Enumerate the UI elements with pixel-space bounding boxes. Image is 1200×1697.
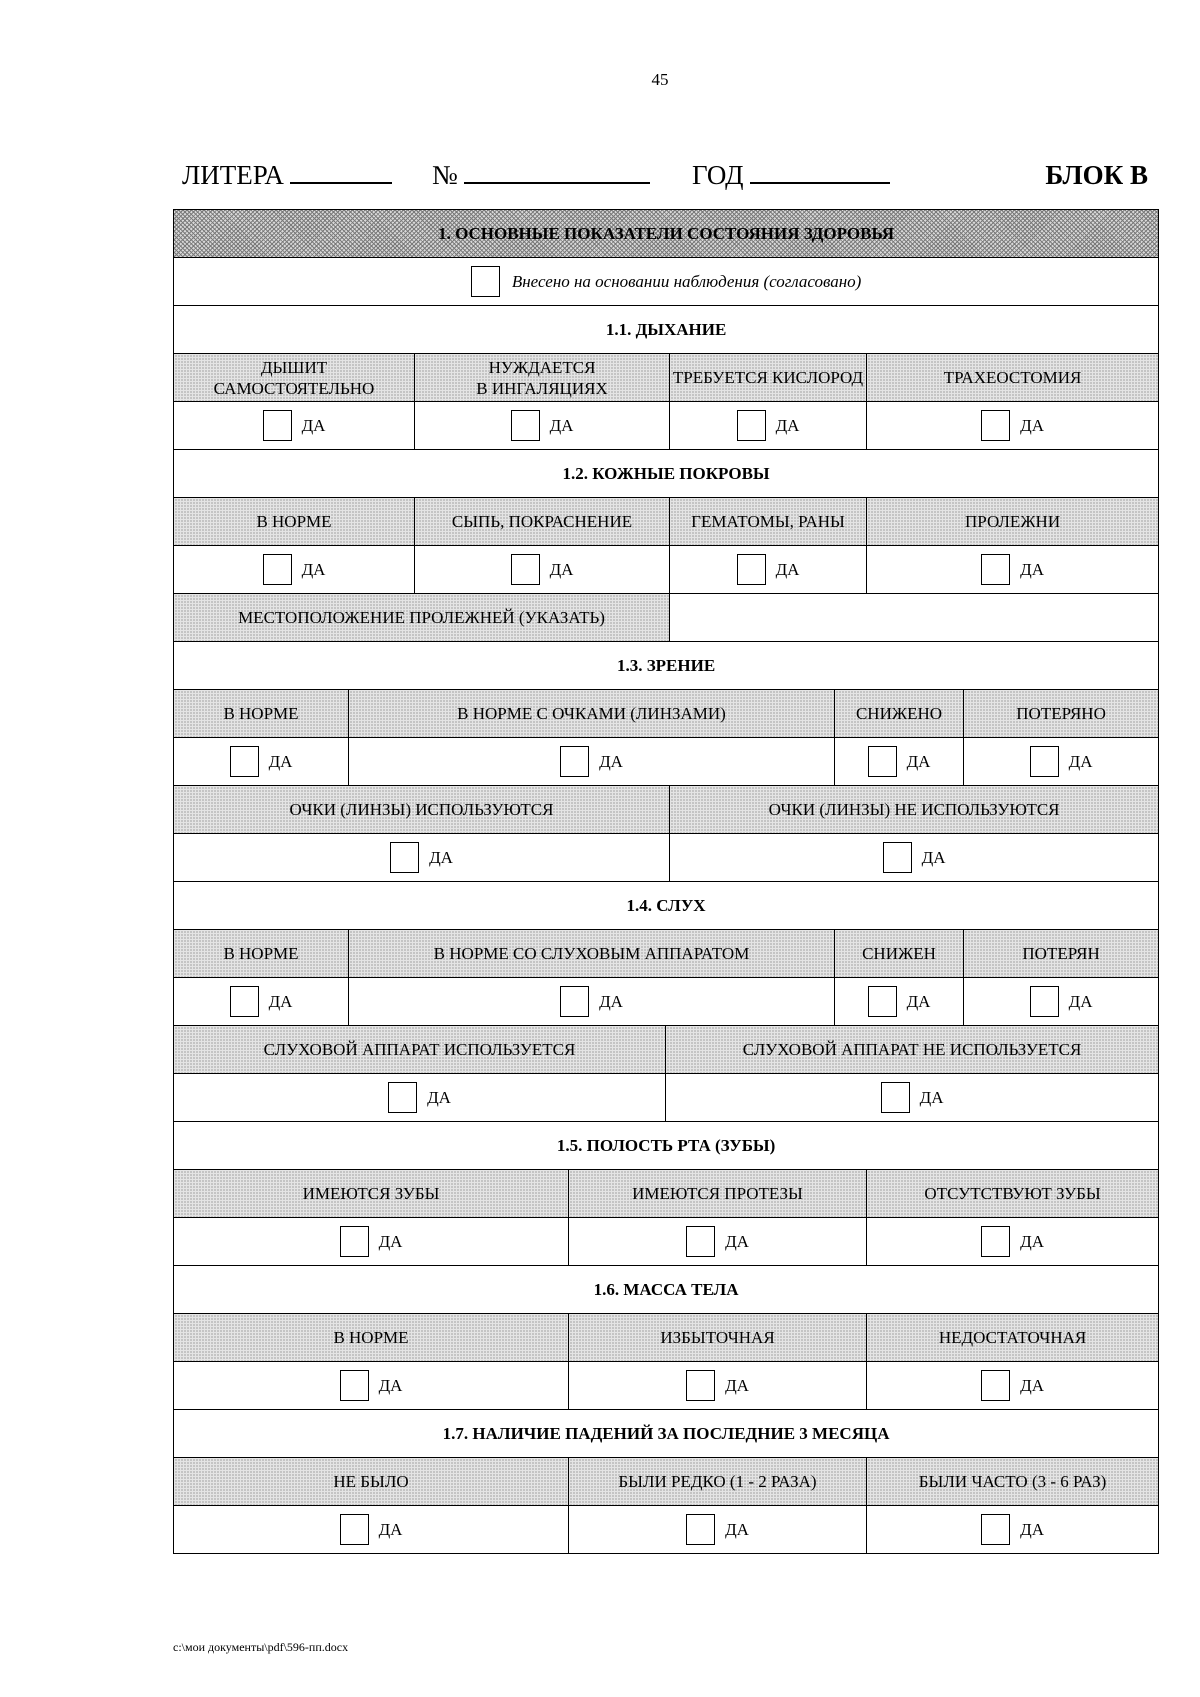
hearing-aid-used-label: СЛУХОВОЙ АППАРАТ ИСПОЛЬЗУЕТСЯ <box>263 1040 576 1059</box>
vision-col-1 <box>174 690 349 738</box>
page-number: 45 <box>651 70 669 89</box>
litera-field <box>182 160 392 191</box>
weight-title: 1.6. МАССА ТЕЛА <box>593 1280 739 1299</box>
hearing-col-2 <box>349 930 835 978</box>
falls-col-2-label: БЫЛИ РЕДКО (1 - 2 РАЗА) <box>618 1472 817 1491</box>
yes-label: ДА <box>906 992 931 1011</box>
skin-labels-row <box>174 498 1159 546</box>
mouth-col-2 <box>569 1170 867 1218</box>
hearing-col-2-label: В НОРМЕ СО СЛУХОВЫМ АППАРАТОМ <box>433 944 750 963</box>
hearing-check-3 <box>835 978 964 1026</box>
vision-check-3 <box>835 738 964 786</box>
title-cell <box>174 210 1159 258</box>
falls-none-checkbox[interactable] <box>340 1514 369 1545</box>
vision-col-1-label: В НОРМЕ <box>223 704 299 723</box>
falls-check-2 <box>569 1506 867 1554</box>
hearing-check-4 <box>964 978 1159 1026</box>
number-input-line[interactable] <box>464 160 650 184</box>
yes-label: ДА <box>1020 416 1044 435</box>
vision-check-2 <box>349 738 835 786</box>
vision-checks-row <box>174 738 1159 786</box>
breathing-title: 1.1. ДЫХАНИЕ <box>605 320 727 339</box>
footer-file-path: c:\мои документы\pdf\596-пп.docx <box>173 1640 349 1654</box>
hearing-aid-used-checkbox[interactable] <box>388 1082 417 1113</box>
bedsore-location-label: МЕСТОПОЛОЖЕНИЕ ПРОЛЕЖНЕЙ (УКАЗАТЬ) <box>238 608 605 627</box>
weight-col-3 <box>867 1314 1159 1362</box>
skin-wounds-checkbox[interactable] <box>737 554 766 585</box>
breathing-col-3-label: ТРЕБУЕТСЯ КИСЛОРОД <box>672 368 864 387</box>
glasses-used-label: ОЧКИ (ЛИНЗЫ) ИСПОЛЬЗУЮТСЯ <box>289 800 554 819</box>
yes-label: ДА <box>549 416 574 435</box>
vision-check-4 <box>964 738 1159 786</box>
mouth-checks-row <box>174 1218 1159 1266</box>
weight-check-2 <box>569 1362 867 1410</box>
yes-label: ДА <box>1068 752 1093 771</box>
vision-col-3-label: СНИЖЕНО <box>855 704 943 723</box>
breathing-check-2 <box>415 402 670 450</box>
breathing-col-2 <box>415 354 670 402</box>
year-input-line[interactable] <box>750 160 890 184</box>
mouth-col-2-label: ИМЕЮТСЯ ПРОТЕЗЫ <box>632 1184 803 1203</box>
skin-title-row <box>174 450 1159 498</box>
skin-normal-checkbox[interactable] <box>263 554 292 585</box>
yes-label: ДА <box>301 560 326 579</box>
teeth-present-checkbox[interactable] <box>340 1226 369 1257</box>
breathing-self-checkbox[interactable] <box>263 410 292 441</box>
glasses-used-check <box>174 834 670 882</box>
yes-label: ДА <box>1020 560 1044 579</box>
falls-labels-row <box>174 1458 1159 1506</box>
vision-col-2 <box>349 690 835 738</box>
hearing-aid-used-label-cell <box>174 1026 666 1074</box>
hearing-labels-row <box>174 930 1159 978</box>
breathing-col-4 <box>867 354 1159 402</box>
hearing-check-1 <box>174 978 349 1026</box>
year-field <box>692 160 890 191</box>
form-header <box>182 160 1148 200</box>
skin-section-header <box>174 450 1159 498</box>
bedsore-location-label-cell <box>174 594 670 642</box>
vision-section-header <box>174 642 1159 690</box>
falls-col-3-label: БЫЛИ ЧАСТО (3 - 6 РАЗ) <box>918 1472 1107 1491</box>
hearing-col-1 <box>174 930 349 978</box>
hearing-col-1-label: В НОРМЕ <box>223 944 299 963</box>
weight-checks-row <box>174 1362 1159 1410</box>
bedsore-location-input[interactable] <box>670 594 1159 642</box>
hearing-normal-checkbox[interactable] <box>230 986 259 1017</box>
falls-rare-checkbox[interactable] <box>686 1514 715 1545</box>
hearing-aid-not-used-label: СЛУХОВОЙ АППАРАТ НЕ ИСПОЛЬЗУЕТСЯ <box>742 1040 1082 1059</box>
hearing-aid-checks-row <box>174 1074 1159 1122</box>
yes-label: ДА <box>1020 1520 1044 1539</box>
glasses-labels-row <box>174 786 1159 834</box>
skin-col-1-label: В НОРМЕ <box>256 512 332 531</box>
hearing-checks-row <box>174 978 1159 1026</box>
yes-label: ДА <box>599 992 623 1011</box>
weight-deficient-checkbox[interactable] <box>981 1370 1010 1401</box>
falls-frequent-checkbox[interactable] <box>981 1514 1010 1545</box>
breathing-tracheostomy-checkbox[interactable] <box>981 410 1010 441</box>
vision-lost-checkbox[interactable] <box>1030 746 1059 777</box>
weight-normal-checkbox[interactable] <box>340 1370 369 1401</box>
yes-label: ДА <box>725 1232 749 1251</box>
litera-label: ЛИТЕРА <box>182 160 284 190</box>
number-label: № <box>432 160 458 190</box>
observation-row <box>174 258 1159 306</box>
hearing-aid-used-check <box>174 1074 666 1122</box>
yes-label: ДА <box>378 1376 403 1395</box>
weight-title-row <box>174 1266 1159 1314</box>
weight-excess-checkbox[interactable] <box>686 1370 715 1401</box>
litera-input-line[interactable] <box>290 160 392 184</box>
falls-section-header <box>174 1410 1159 1458</box>
yes-label: ДА <box>301 416 326 435</box>
vision-check-1 <box>174 738 349 786</box>
yes-label: ДА <box>599 752 623 771</box>
yes-label: ДА <box>427 1088 451 1107</box>
yes-label: ДА <box>429 848 453 867</box>
vision-col-4 <box>964 690 1159 738</box>
breathing-col-2-line-1: НУЖДАЕТСЯ <box>488 357 596 377</box>
mouth-check-3 <box>867 1218 1159 1266</box>
breathing-col-1 <box>174 354 415 402</box>
title-row <box>174 210 1159 258</box>
hearing-title-row <box>174 882 1159 930</box>
mouth-title: 1.5. ПОЛОСТЬ РТА (ЗУБЫ) <box>556 1136 776 1155</box>
glasses-not-used-checkbox[interactable] <box>883 842 912 873</box>
skin-check-3 <box>670 546 867 594</box>
breathing-col-1-line-1: ДЫШИТ <box>260 357 328 377</box>
observation-checkbox[interactable] <box>471 266 500 297</box>
skin-col-2-label: СЫПЬ, ПОКРАСНЕНИЕ <box>451 512 633 531</box>
hearing-col-4-label: ПОТЕРЯН <box>1022 944 1100 963</box>
glasses-not-used-label: ОЧКИ (ЛИНЗЫ) НЕ ИСПОЛЬЗУЮТСЯ <box>768 800 1060 819</box>
mouth-col-3-label: ОТСУТСТВУЮТ ЗУБЫ <box>924 1184 1101 1203</box>
vision-reduced-checkbox[interactable] <box>868 746 897 777</box>
skin-col-3-label: ГЕМАТОМЫ, РАНЫ <box>691 512 845 531</box>
mouth-section-header <box>174 1122 1159 1170</box>
yes-label: ДА <box>378 1520 403 1539</box>
weight-col-2 <box>569 1314 867 1362</box>
skin-title: 1.2. КОЖНЫЕ ПОКРОВЫ <box>562 464 770 483</box>
hearing-check-2 <box>349 978 835 1026</box>
mouth-col-1-label: ИМЕЮТСЯ ЗУБЫ <box>302 1184 440 1203</box>
mouth-labels-row <box>174 1170 1159 1218</box>
falls-title-row <box>174 1410 1159 1458</box>
skin-check-1 <box>174 546 415 594</box>
skin-col-1 <box>174 498 415 546</box>
vision-col-4-label: ПОТЕРЯНО <box>1016 704 1106 723</box>
glasses-not-used-check <box>670 834 1159 882</box>
hearing-title: 1.4. СЛУХ <box>626 896 706 915</box>
skin-rash-checkbox[interactable] <box>511 554 540 585</box>
vision-glasses-checkbox[interactable] <box>560 746 589 777</box>
breathing-checks-row <box>174 402 1159 450</box>
mouth-title-row <box>174 1122 1159 1170</box>
vision-title-row <box>174 642 1159 690</box>
observation-cell <box>174 258 1159 306</box>
health-indicators-table <box>173 209 1159 1554</box>
mouth-col-1 <box>174 1170 569 1218</box>
vision-labels-row <box>174 690 1159 738</box>
breathing-check-3 <box>670 402 867 450</box>
yes-label: ДА <box>1020 1376 1044 1395</box>
breathing-col-3 <box>670 354 867 402</box>
skin-check-4 <box>867 546 1159 594</box>
breathing-oxygen-checkbox[interactable] <box>737 410 766 441</box>
skin-col-2 <box>415 498 670 546</box>
breathing-title-row <box>174 306 1159 354</box>
skin-checks-row <box>174 546 1159 594</box>
hearing-col-4 <box>964 930 1159 978</box>
breathing-col-1-line-2: САМОСТОЯТЕЛЬНО <box>213 378 375 398</box>
falls-col-1 <box>174 1458 569 1506</box>
vision-col-2-label: В НОРМЕ С ОЧКАМИ (ЛИНЗАМИ) <box>457 704 726 723</box>
skin-col-4 <box>867 498 1159 546</box>
hearing-col-3-label: СНИЖЕН <box>862 944 936 963</box>
falls-col-1-label: НЕ БЫЛО <box>333 1472 409 1491</box>
number-field <box>432 160 650 191</box>
yes-label: ДА <box>378 1232 403 1251</box>
glasses-not-used-label-cell <box>670 786 1159 834</box>
breathing-inhalation-checkbox[interactable] <box>511 410 540 441</box>
vision-col-3 <box>835 690 964 738</box>
weight-col-2-label: ИЗБЫТОЧНАЯ <box>660 1328 775 1347</box>
yes-label: ДА <box>549 560 574 579</box>
breathing-col-4-label: ТРАХЕОСТОМИЯ <box>943 368 1082 387</box>
mouth-check-1 <box>174 1218 569 1266</box>
hearing-reduced-checkbox[interactable] <box>868 986 897 1017</box>
glasses-checks-row <box>174 834 1159 882</box>
falls-checks-row <box>174 1506 1159 1554</box>
yes-label: ДА <box>775 416 800 435</box>
vision-normal-checkbox[interactable] <box>230 746 259 777</box>
form-title: 1. ОСНОВНЫЕ ПОКАЗАТЕЛИ СОСТОЯНИЯ ЗДОРОВЬЯ <box>438 224 895 243</box>
falls-title: 1.7. НАЛИЧИЕ ПАДЕНИЙ ЗА ПОСЛЕДНИЕ 3 МЕСЯЦА <box>442 1424 890 1443</box>
yes-label: ДА <box>919 1088 944 1107</box>
breathing-col-2-line-2: В ИНГАЛЯЦИЯХ <box>476 378 608 398</box>
weight-col-1 <box>174 1314 569 1362</box>
block-label: БЛОК В <box>1045 160 1148 190</box>
skin-col-4-label: ПРОЛЕЖНИ <box>965 512 1061 531</box>
falls-check-3 <box>867 1506 1159 1554</box>
hearing-aid-not-used-label-cell <box>666 1026 1159 1074</box>
yes-label: ДА <box>268 752 293 771</box>
hearing-col-3 <box>835 930 964 978</box>
yes-label: ДА <box>906 752 931 771</box>
hearing-aid-not-used-check <box>666 1074 1159 1122</box>
weight-col-1-label: В НОРМЕ <box>333 1328 409 1347</box>
bedsore-location-row <box>174 594 1159 642</box>
year-label: ГОД <box>692 160 744 190</box>
breathing-check-4 <box>867 402 1159 450</box>
breathing-check-1 <box>174 402 415 450</box>
yes-label: ДА <box>1068 992 1093 1011</box>
skin-check-2 <box>415 546 670 594</box>
breathing-labels-row <box>174 354 1159 402</box>
glasses-used-checkbox[interactable] <box>390 842 419 873</box>
dentures-checkbox[interactable] <box>686 1226 715 1257</box>
skin-bedsores-checkbox[interactable] <box>981 554 1010 585</box>
weight-check-1 <box>174 1362 569 1410</box>
teeth-absent-checkbox[interactable] <box>981 1226 1010 1257</box>
mouth-col-3 <box>867 1170 1159 1218</box>
yes-label: ДА <box>268 992 293 1011</box>
hearing-aid-normal-checkbox[interactable] <box>560 986 589 1017</box>
falls-check-1 <box>174 1506 569 1554</box>
hearing-aid-not-used-checkbox[interactable] <box>881 1082 910 1113</box>
falls-col-2 <box>569 1458 867 1506</box>
hearing-lost-checkbox[interactable] <box>1030 986 1059 1017</box>
yes-label: ДА <box>921 848 946 867</box>
glasses-used-label-cell <box>174 786 670 834</box>
yes-label: ДА <box>1020 1232 1044 1251</box>
weight-col-3-label: НЕДОСТАТОЧНАЯ <box>938 1328 1087 1347</box>
weight-check-3 <box>867 1362 1159 1410</box>
yes-label: ДА <box>725 1376 749 1395</box>
mouth-check-2 <box>569 1218 867 1266</box>
weight-labels-row <box>174 1314 1159 1362</box>
skin-col-3 <box>670 498 867 546</box>
falls-col-3 <box>867 1458 1159 1506</box>
breathing-section-header <box>174 306 1159 354</box>
yes-label: ДА <box>775 560 800 579</box>
vision-title: 1.3. ЗРЕНИЕ <box>616 656 716 675</box>
weight-section-header <box>174 1266 1159 1314</box>
yes-label: ДА <box>725 1520 749 1539</box>
hearing-aid-labels-row <box>174 1026 1159 1074</box>
hearing-section-header <box>174 882 1159 930</box>
observation-note: Внесено на основании наблюдения (согласовано) <box>511 272 862 291</box>
